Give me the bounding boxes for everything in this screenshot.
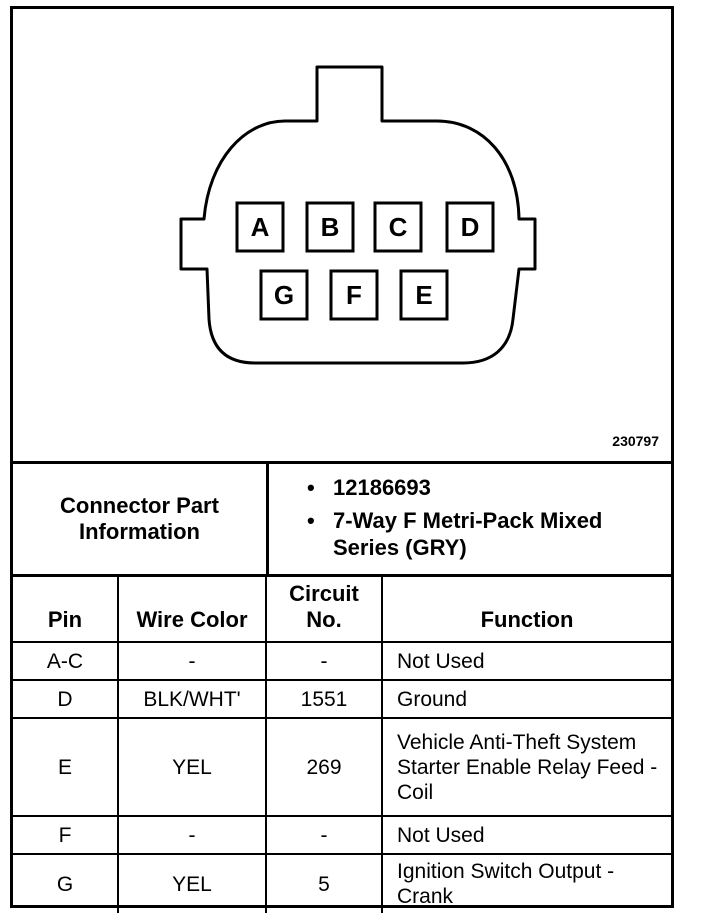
cell-function: Ignition Switch Output - Crank <box>382 854 671 913</box>
part-info-title-line2: Information <box>79 519 200 544</box>
table-row <box>13 718 671 816</box>
connector-description: • 7-Way F Metri-Pack Mixed Series (GRY) <box>303 507 671 561</box>
cell-function: Not Used <box>382 642 671 680</box>
cell-pin: F <box>13 816 118 854</box>
cavity-e <box>401 271 447 319</box>
cavity-c <box>375 203 421 251</box>
table-row <box>13 854 671 913</box>
pin-label-e: E <box>415 280 433 310</box>
cell-pin: D <box>13 680 118 718</box>
table-row <box>13 642 671 680</box>
cell-wire-color: - <box>118 816 266 854</box>
part-info-list <box>269 464 671 567</box>
part-info-title-line1: Connector Part <box>60 493 219 518</box>
header-pin: Pin <box>13 577 118 642</box>
cell-wire-color: BLK/WHT' <box>118 680 266 718</box>
cell-pin: E <box>13 718 118 816</box>
cell-function: Vehicle Anti-Theft System Starter Enable Relay Feed - Coil <box>382 718 671 816</box>
pin-label-d: D <box>460 212 480 242</box>
cell-circuit: 269 <box>266 718 382 816</box>
table-row <box>13 816 671 854</box>
cavity-f <box>331 271 377 319</box>
cavity-g <box>261 271 307 319</box>
cell-pin: A-C <box>13 642 118 680</box>
connector-sheet <box>10 6 674 908</box>
part-info-title <box>13 464 269 574</box>
pin-label-a: A <box>250 212 270 242</box>
connector-part-info <box>13 464 671 577</box>
cell-circuit: - <box>266 642 382 680</box>
connector-face-drawing <box>13 9 671 461</box>
table-row <box>13 680 671 718</box>
connector-diagram <box>13 9 671 464</box>
cavity-b <box>307 203 353 251</box>
header-wire-color: Wire Color <box>118 577 266 642</box>
cell-function: Ground <box>382 680 671 718</box>
pin-label-g: G <box>273 280 295 310</box>
pin-table-header <box>13 577 671 642</box>
cell-function: Not Used <box>382 816 671 854</box>
cell-wire-color: YEL <box>118 854 266 913</box>
figure-id: 230797 <box>612 433 659 449</box>
cell-wire-color: - <box>118 642 266 680</box>
cell-circuit: 5 <box>266 854 382 913</box>
cell-pin: G <box>13 854 118 913</box>
pin-table <box>13 577 671 913</box>
cell-wire-color: YEL <box>118 718 266 816</box>
pin-label-f: F <box>346 280 362 310</box>
header-circuit: Circuit No. <box>266 577 382 642</box>
pin-label-b: B <box>320 212 340 242</box>
cell-circuit: 1551 <box>266 680 382 718</box>
part-number: • 12186693 <box>303 474 671 501</box>
cell-circuit: - <box>266 816 382 854</box>
cavity-a <box>237 203 283 251</box>
header-function: Function <box>382 577 671 642</box>
cavity-d <box>447 203 493 251</box>
pin-label-c: C <box>388 212 408 242</box>
